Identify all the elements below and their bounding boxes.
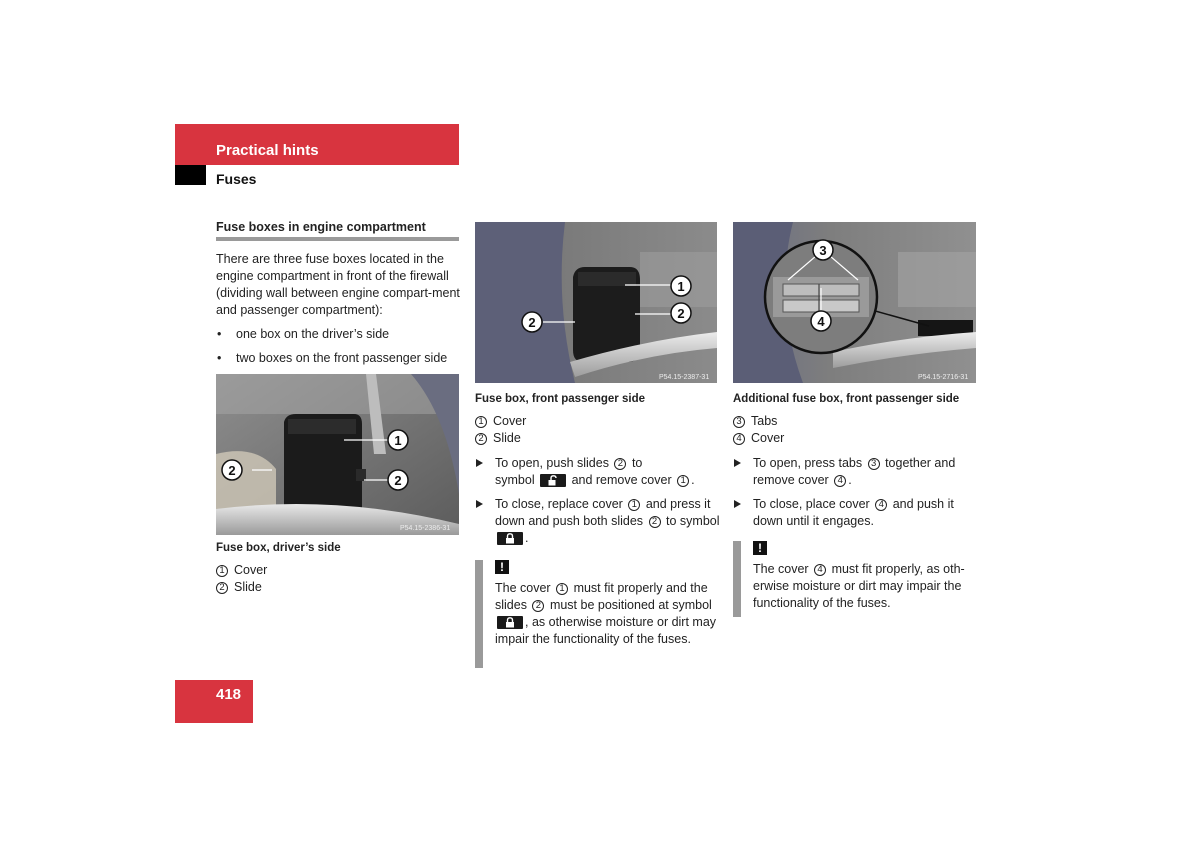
- callout-label: 4: [817, 314, 825, 329]
- intro-paragraph: There are three fuse boxes located in the engine compartment in front of the firewall (dividing wall between engine compart-ment and passenger compartment):: [216, 252, 460, 317]
- figure-caption: Fuse box, driver’s side: [216, 542, 341, 554]
- figure-legend: [475, 413, 526, 447]
- callout-number: 4: [733, 433, 745, 445]
- callout-number: 2: [614, 458, 626, 470]
- callout-number: 3: [868, 458, 880, 470]
- callout-label: 1: [394, 433, 402, 448]
- additional-fuse-box-photo: [733, 222, 976, 383]
- locked-padlock-icon: [497, 616, 523, 629]
- list-item-text: two boxes on the front passenger side: [236, 351, 448, 365]
- step-text: symbol: [679, 514, 720, 528]
- legend-label: Cover: [493, 414, 527, 428]
- locked-padlock-icon: [497, 532, 523, 545]
- note-bar: [733, 541, 741, 617]
- callout-number: 1: [475, 416, 487, 428]
- step-text: to: [631, 456, 643, 470]
- step-text: together and remove cover: [753, 456, 956, 487]
- page-number-box: [175, 680, 253, 723]
- legend-item: [733, 430, 784, 447]
- legend-label: Cover: [751, 431, 785, 445]
- legend-label: Slide: [493, 431, 521, 445]
- exclamation-icon: !: [495, 560, 509, 574]
- legend-label: Slide: [234, 580, 262, 594]
- step-text: and push it down until it engages.: [753, 497, 954, 528]
- callout-number: 2: [532, 600, 544, 612]
- note-text: [753, 561, 978, 612]
- figure-code: P54.15-2387-31: [659, 374, 710, 381]
- step-text: To open, push slides: [495, 456, 609, 470]
- instruction-step: [733, 455, 978, 489]
- callout-number: 2: [216, 582, 228, 594]
- caution-note: [733, 541, 978, 617]
- callout-number: 4: [875, 499, 887, 511]
- callout-number: 1: [556, 583, 568, 595]
- figure-legend: [216, 562, 267, 596]
- note-text-part: must fit properly, as oth-erwise moisture or dirt may impair the functionality of the fuses.: [753, 562, 965, 610]
- heading-rule: [216, 237, 459, 241]
- instruction-steps: [733, 455, 978, 537]
- step-arrow-icon: [476, 459, 483, 467]
- note-text: [495, 580, 720, 648]
- step-text: To close, place cover: [753, 497, 870, 511]
- callout-label: 1: [677, 279, 685, 294]
- list-item: [216, 350, 461, 367]
- page-number: 418: [216, 686, 242, 703]
- bullet-glyph: •: [217, 351, 222, 365]
- legend-item: [216, 562, 267, 579]
- legend-label: Tabs: [751, 414, 778, 428]
- driver-side-fuse-box-photo: [216, 374, 459, 535]
- callout-label: 2: [394, 473, 402, 488]
- callout-number: 1: [628, 499, 640, 511]
- legend-item: [475, 430, 526, 447]
- instruction-step: [733, 496, 978, 530]
- note-text-part: must be positioned at symbol: [549, 598, 712, 612]
- subsection-marker: [175, 165, 206, 185]
- step-text: .: [848, 473, 852, 487]
- figure-code: P54.15-2386-31: [400, 525, 451, 532]
- figure-legend: [733, 413, 784, 447]
- note-text-part: The cover: [495, 581, 551, 595]
- callout-number: 1: [216, 565, 228, 577]
- callout-number: 4: [814, 564, 826, 576]
- caution-note: [475, 560, 720, 668]
- note-text-part: , as otherwise moisture or dirt may impair the functionality of the fuses.: [495, 615, 717, 646]
- instruction-steps: [475, 455, 720, 554]
- callout-label: 2: [677, 306, 685, 321]
- fuse-box-locations-list: [216, 326, 461, 374]
- step-text: to: [666, 514, 677, 528]
- list-item: [216, 326, 461, 343]
- list-item-text: one box on the driver’s side: [236, 327, 390, 341]
- step-arrow-icon: [476, 500, 483, 508]
- note-text-part: The cover: [753, 562, 809, 576]
- section-title: Practical hints: [216, 142, 319, 159]
- figure-caption: Fuse box, front passenger side: [475, 393, 645, 405]
- callout-number: 4: [834, 475, 846, 487]
- step-arrow-icon: [734, 459, 741, 467]
- callout-label: 2: [528, 315, 536, 330]
- instruction-step: [475, 496, 720, 547]
- callout-label: 3: [819, 243, 827, 258]
- step-text: and remove cover: [571, 473, 672, 487]
- callout-label: 2: [228, 463, 236, 478]
- instruction-step: [475, 455, 720, 489]
- bullet-glyph: •: [217, 327, 222, 341]
- step-text: .: [691, 473, 695, 487]
- figure-code: P54.15-2716-31: [918, 374, 969, 381]
- fuse-boxes-heading: Fuse boxes in engine compartment: [216, 220, 426, 234]
- legend-item: [733, 413, 784, 430]
- step-text: and press it down and push both slides: [495, 497, 711, 528]
- callout-number: 2: [649, 516, 661, 528]
- note-text-part: must fit properly and the slides: [495, 581, 708, 612]
- step-arrow-icon: [734, 500, 741, 508]
- figure-caption: Additional fuse box, front passenger side: [733, 393, 960, 405]
- callout-number: 2: [475, 433, 487, 445]
- unlocked-padlock-icon: [540, 474, 566, 487]
- passenger-side-fuse-box-photo: [475, 222, 717, 383]
- step-text: To close, replace cover: [495, 497, 623, 511]
- callout-number: 3: [733, 416, 745, 428]
- subsection-title: Fuses: [216, 171, 257, 187]
- legend-item: [475, 413, 526, 430]
- note-bar: [475, 560, 483, 668]
- step-text: To open, press tabs: [753, 456, 863, 470]
- step-text: .: [525, 531, 529, 545]
- callout-number: 1: [677, 475, 689, 487]
- exclamation-icon: !: [753, 541, 767, 555]
- legend-label: Cover: [234, 563, 268, 577]
- step-text: symbol: [495, 473, 535, 487]
- legend-item: [216, 579, 267, 596]
